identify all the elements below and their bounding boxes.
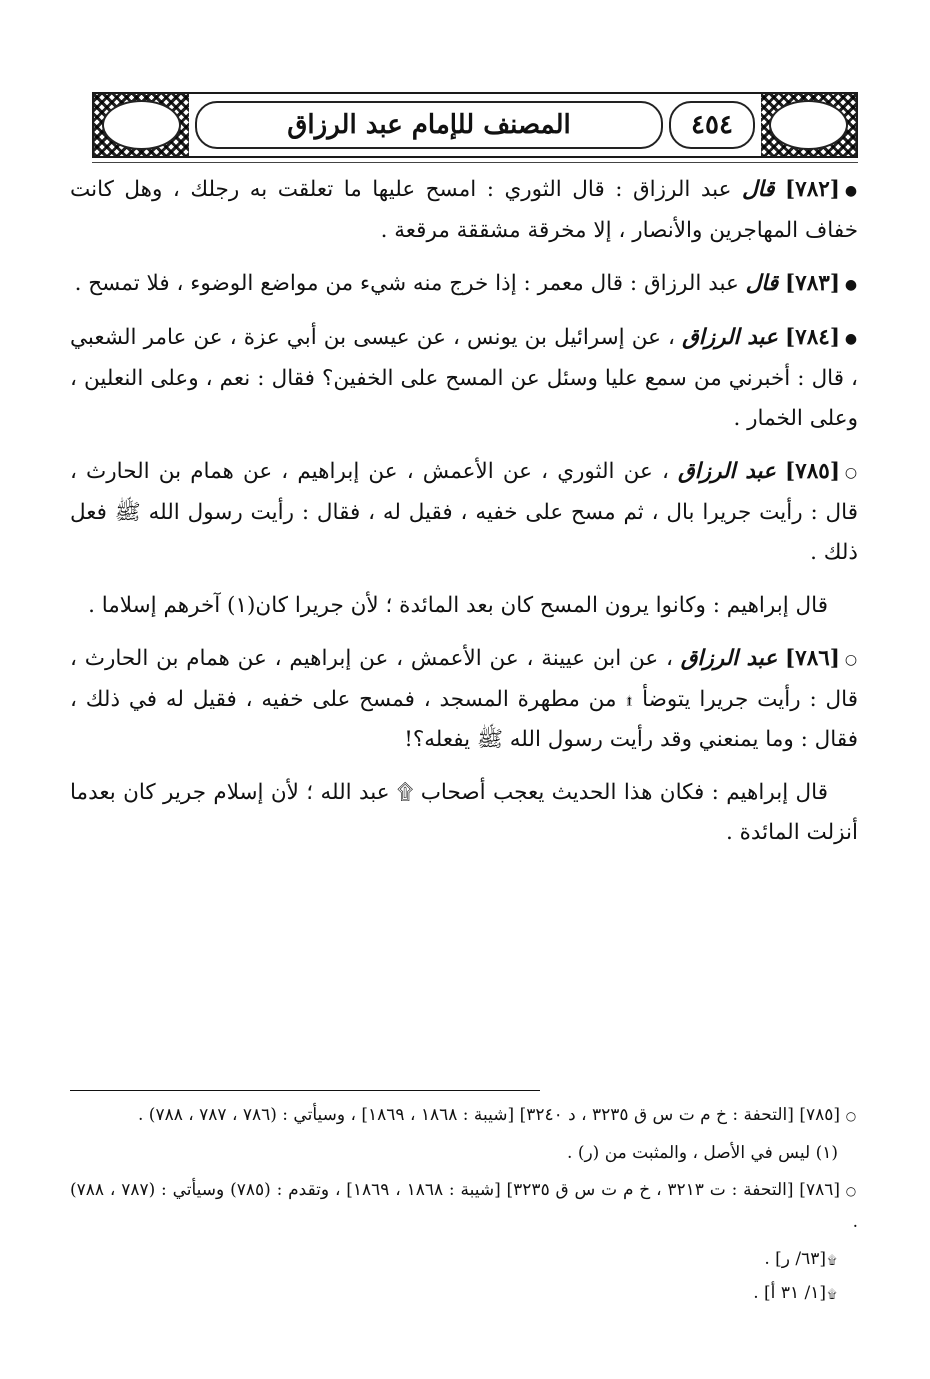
footnote-marker: ○: [845, 1109, 857, 1123]
entry-text: عبد الرزاق : قال معمر : إذا خرج منه شيء من مواضع الوضوء ، فلا تمسح .: [74, 271, 739, 296]
page-marker-icon: ۩: [827, 1253, 837, 1267]
entry-number: [٧٨٢]: [784, 177, 840, 202]
footnote: [70, 1278, 858, 1310]
ornament-left: [94, 94, 189, 156]
publisher-seal-right: [769, 100, 848, 150]
entry-text: عبد الرزاق : قال الثوري : امسح عليها ما تعلقت به رجلك ، وهل كانت خفاف المهاجرين والأنصار ، إلا مخرقة مشققة مرقعة .: [70, 177, 858, 243]
hadith-entry: [70, 318, 858, 439]
footnotes: [70, 1100, 858, 1312]
entry-text: ، عن ابن عيينة ، عن الأعمش ، عن إبراهيم ، عن همام بن الحارث ، قال : رأيت جريرا يتوضأ ۩ من مطهرة المسجد ، فمسح على خفيه ، فقيل له في ذلك ، فقال : وما يمنعني وقد رأيت رسول الله ﷺ يفعله؟!: [70, 646, 858, 752]
entry-lead: عبد الرزاق: [678, 459, 776, 484]
entry-marker: ●: [844, 277, 858, 293]
footnote: [70, 1100, 858, 1132]
footnote: [70, 1244, 858, 1276]
entry-number: [٧٨٤]: [784, 325, 841, 350]
page-header: [92, 92, 858, 158]
footnote-text: (١) ليس في الأصل ، والمثبت من (ر) .: [567, 1143, 838, 1163]
hadith-entry: [70, 639, 858, 760]
page-number: ٤٥٤: [669, 101, 755, 149]
hadith-entry: [70, 170, 858, 251]
entry-lead: عبد الرزاق: [680, 646, 778, 671]
entry-text: ، عن الثوري ، عن الأعمش ، عن إبراهيم ، عن همام بن الحارث ، قال : رأيت جريرا بال ، ثم مسح على خفيه ، فقيل له ، فقال : رأيت رسول الله ﷺ فعل ذلك .: [70, 459, 858, 565]
narration-paragraph: قال إبراهيم : وكانوا يرون المسح كان بعد المائدة ؛ لأن جريرا كان(١) آخرهم إسلاما .: [88, 593, 828, 618]
footnote-text: [٦٣/ ر] .: [764, 1249, 826, 1269]
publisher-seal-left: [102, 100, 181, 150]
hadith-entry: [70, 264, 858, 305]
footnote-text: [٧٨٥] [التحفة : خ م ت س ق ٣٢٣٥ ، د ٣٢٤٠] [شيبة : ١٨٦٨ ، ١٨٦٩] ، وسيأتي : (٧٨٦ ، ٧٨٧ ، ٧٨٨) .: [138, 1105, 840, 1125]
entry-marker: ●: [844, 331, 858, 347]
ornament-right: [761, 94, 856, 156]
footnote-separator: [70, 1090, 540, 1091]
entry-number: [٧٨٥]: [784, 459, 840, 484]
footnote: [70, 1138, 858, 1169]
footnote: [70, 1175, 858, 1238]
header-rule: [92, 162, 858, 163]
page-marker-icon: ۩: [827, 1287, 837, 1301]
footnote-text: [١/ ٣١ أ] .: [753, 1283, 826, 1303]
entry-lead: عبد الرزاق: [682, 325, 778, 350]
entry-number: [٧٨٦]: [784, 646, 840, 671]
entry-lead: قال: [745, 271, 779, 296]
entry-lead: قال: [742, 177, 775, 202]
hadith-entry: [70, 452, 858, 573]
entry-number: [٧٨٣]: [784, 271, 840, 296]
narration-paragraph: قال إبراهيم : فكان هذا الحديث يعجب أصحاب ۩ عبد الله ؛ لأن إسلام جرير كان بعدما أنزلت المائدة .: [70, 780, 858, 845]
main-text: [70, 170, 858, 866]
entry-marker: ○: [844, 652, 858, 668]
entry-marker: ●: [844, 183, 858, 199]
entry-marker: ○: [844, 465, 858, 481]
footnote-text: [٧٨٦] [التحفة : ت ٣٢١٣ ، خ م ت س ق ٣٢٣٥] [شيبة : ١٨٦٨ ، ١٨٦٩] ، وتقدم : (٧٨٥) وسيأتي : (٧٨٧ ، ٧٨٨) .: [70, 1180, 858, 1232]
running-title: المصنف للإمام عبد الرزاق: [195, 101, 663, 149]
entry-text: ، عن إسرائيل بن يونس ، عن عيسى بن أبي عزة ، عن عامر الشعبي ، قال : أخبرني من سمع عليا وسئل عن المسح على الخفين؟ فقال : نعم ، وعلى النعلين ، وعلى الخمار .: [70, 325, 858, 431]
footnote-marker: ○: [845, 1184, 857, 1198]
